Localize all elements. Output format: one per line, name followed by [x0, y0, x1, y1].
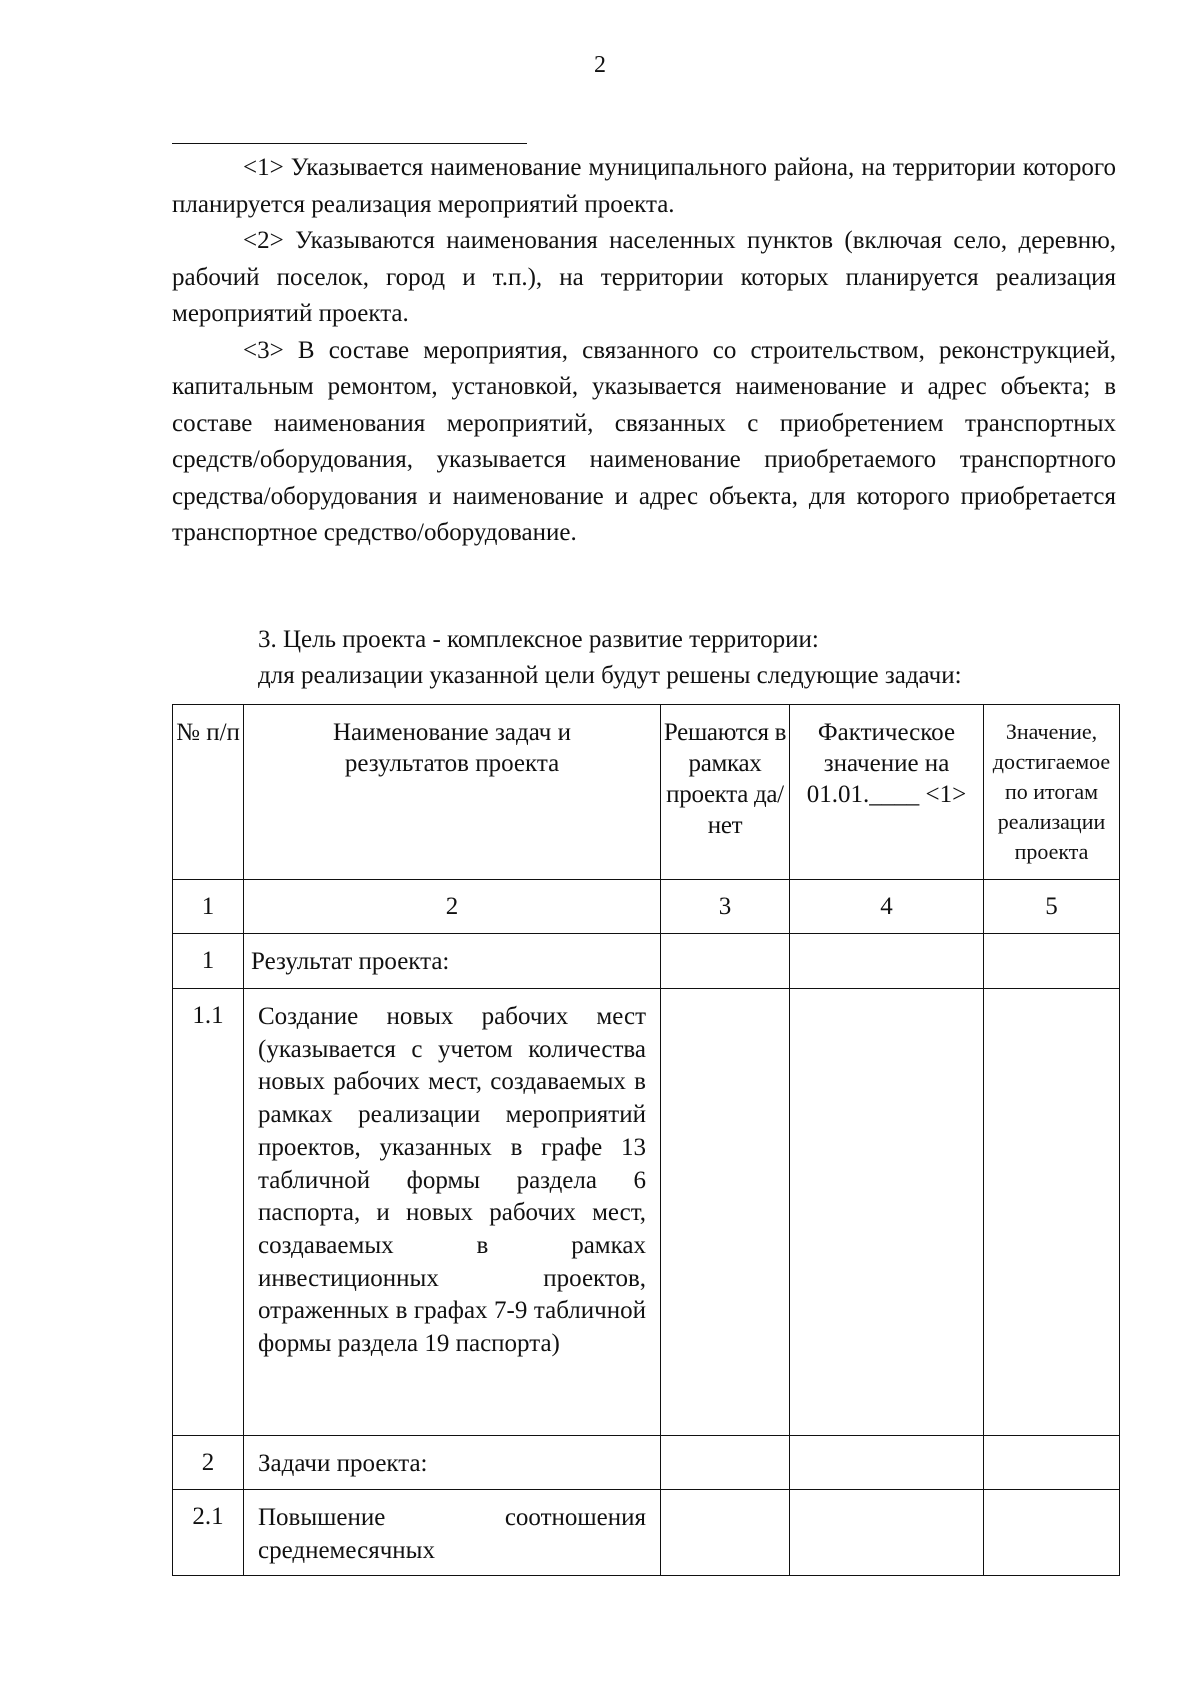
row-actual-value: [790, 934, 984, 989]
row-target-value: [984, 1436, 1120, 1490]
goal-subheading: для реализации указанной цели будут решены следующие задачи:: [258, 662, 962, 689]
row-target-value: [984, 934, 1120, 989]
table-row: [173, 1490, 1120, 1576]
header-name: Наименование задач и результатов проекта: [244, 705, 661, 880]
index-cell: 5: [984, 880, 1120, 934]
index-cell: 3: [661, 880, 790, 934]
table-header-row: [173, 705, 1120, 880]
row-target-value: [984, 989, 1120, 1436]
header-target-value: Значение, достигаемое по итогам реализации проекта: [984, 705, 1120, 880]
row-solved: [661, 1436, 790, 1490]
header-solved: Решаются в рамках проекта да/нет: [661, 705, 790, 880]
footnote-2: <2> Указываются наименования населенных пунктов (включая село, деревню, рабочий поселок, город и т.п.), на территории которых планируется реализация мероприятий проекта.: [172, 227, 1116, 327]
goal-heading: 3. Цель проекта - комплексное развитие территории:: [258, 626, 819, 653]
row-solved: [661, 934, 790, 989]
row-name: Создание новых рабочих мест (указывается с учетом количества новых рабочих мест, создаваемых в рамках реализации мероприятий проектов, указанных в графе 13 табличной формы раздела 6 паспорта, и новых рабочих мест, создаваемых в рамках инвестиционных проектов, отраженных в графах 7-9 табличной формы раздела 19 паспорта): [244, 989, 661, 1436]
footnote-separator: [172, 143, 527, 144]
row-number: 1: [173, 934, 244, 989]
row-name: Задачи проекта:: [244, 1436, 661, 1490]
tasks-table: [172, 704, 1120, 1576]
row-number: 2.1: [173, 1490, 244, 1576]
project-goal: [172, 622, 1116, 694]
index-cell: 1: [173, 880, 244, 934]
row-solved: [661, 1490, 790, 1576]
index-cell: 2: [244, 880, 661, 934]
table-row: [173, 1436, 1120, 1490]
table-row: [173, 989, 1120, 1436]
row-actual-value: [790, 1436, 984, 1490]
table-row: [173, 934, 1120, 989]
footnote-1: <1> Указывается наименование муниципального района, на территории которого планируется реализация мероприятий проекта.: [172, 154, 1116, 218]
table-index-row: [173, 880, 1120, 934]
row-actual-value: [790, 1490, 984, 1576]
row-number: 2: [173, 1436, 244, 1490]
row-number: 1.1: [173, 989, 244, 1436]
row-actual-value: [790, 989, 984, 1436]
header-actual-value: Фактическое значение на 01.01.____ <1>: [790, 705, 984, 880]
footnote-3: <3> В составе мероприятия, связанного со строительством, реконструкцией, капитальным ремонтом, установкой, указывается наименование и адрес объекта; в составе наименования мероприятий, связанных с приобретением транспортных средств/оборудования, указывается наименование приобретаемого транспортного средства/оборудования и наименование и адрес объекта, для которого приобретается транспортное средство/оборудование.: [172, 336, 1116, 546]
row-name: Результат проекта:: [244, 934, 661, 989]
index-cell: 4: [790, 880, 984, 934]
row-name: Повышение соотношения среднемесячных: [244, 1490, 661, 1576]
row-solved: [661, 989, 790, 1436]
footnotes: [172, 150, 1116, 552]
row-target-value: [984, 1490, 1120, 1576]
header-number: № п/п: [173, 705, 244, 880]
page-number: 2: [594, 52, 606, 78]
